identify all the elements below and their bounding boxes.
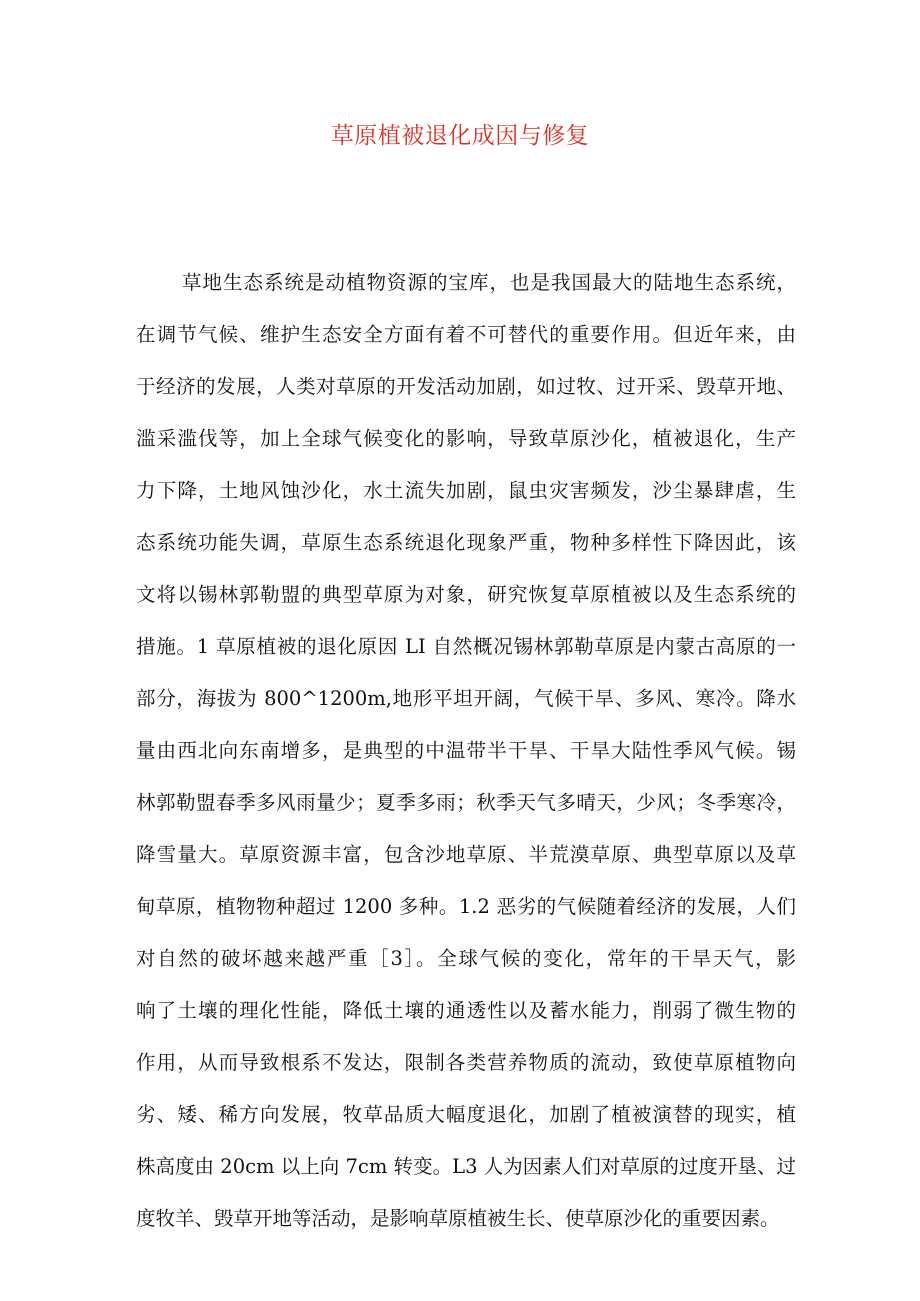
- body-line: 态系统功能失调，草原生态系统退化现象严重，物种多样性下降因此，该: [136, 531, 796, 554]
- body-line: 滥采滥伐等，加上全球气候变化的影响，导致草原沙化，植被退化，生产: [136, 427, 796, 450]
- body-line: 措施。1 草原植被的退化原因 LI 自然概况锡林郭勒草原是内蒙古高原的一: [136, 635, 796, 658]
- body-line: 降雪量大。草原资源丰富，包含沙地草原、半荒漠草原、典型草原以及草: [136, 843, 796, 866]
- body-line: 在调节气候、维护生态安全方面有着不可替代的重要作用。但近年来，由: [136, 323, 796, 346]
- body-line: 文将以锡林郭勒盟的典型草原为对象，研究恢复草原植被以及生态系统的: [136, 583, 796, 606]
- body-line: 作用，从而导致根系不发达，限制各类营养物质的流动，致使草原植物向: [136, 1051, 796, 1074]
- body-line: 于经济的发展，人类对草原的开发活动加剧，如过牧、过开采、毁草开地、: [136, 375, 796, 398]
- body-line: 甸草原，植物物种超过 1200 多种。1.2 恶劣的气候随着经济的发展，人们: [136, 895, 796, 918]
- body-line: 林郭勒盟春季多风雨量少；夏季多雨；秋季天气多晴天，少风；冬季寒冷，: [136, 791, 796, 814]
- body-line: 响了土壤的理化性能，降低土壤的通透性以及蓄水能力，削弱了微生物的: [136, 999, 796, 1022]
- body-line: 部分，海拔为 800^1200m,地形平坦开阔，气候干旱、多风、寒冷。降水: [136, 687, 796, 710]
- body-line: 劣、矮、稀方向发展，牧草品质大幅度退化，加剧了植被演替的现实，植: [136, 1103, 796, 1126]
- body-line: 草地生态系统是动植物资源的宝库，也是我国最大的陆地生态系统，: [182, 271, 796, 294]
- body-line: 株高度由 20cm 以上向 7cm 转变。L3 人为因素人们对草原的过度开垦、过: [136, 1155, 796, 1178]
- body-line: 度牧羊、毁草开地等活动，是影响草原植被生长、使草原沙化的重要因素。: [136, 1207, 780, 1230]
- document-title: 草原植被退化成因与修复: [330, 123, 590, 149]
- body-line: 量由西北向东南增多，是典型的中温带半干旱、干旱大陆性季风气候。锡: [136, 739, 796, 762]
- body-line: 对自然的破坏越来越严重［3］。全球气候的变化，常年的干旱天气，影: [136, 947, 796, 970]
- body-line: 力下降，土地风蚀沙化，水土流失加剧，鼠虫灾害频发，沙尘暴肆虐，生: [136, 479, 796, 502]
